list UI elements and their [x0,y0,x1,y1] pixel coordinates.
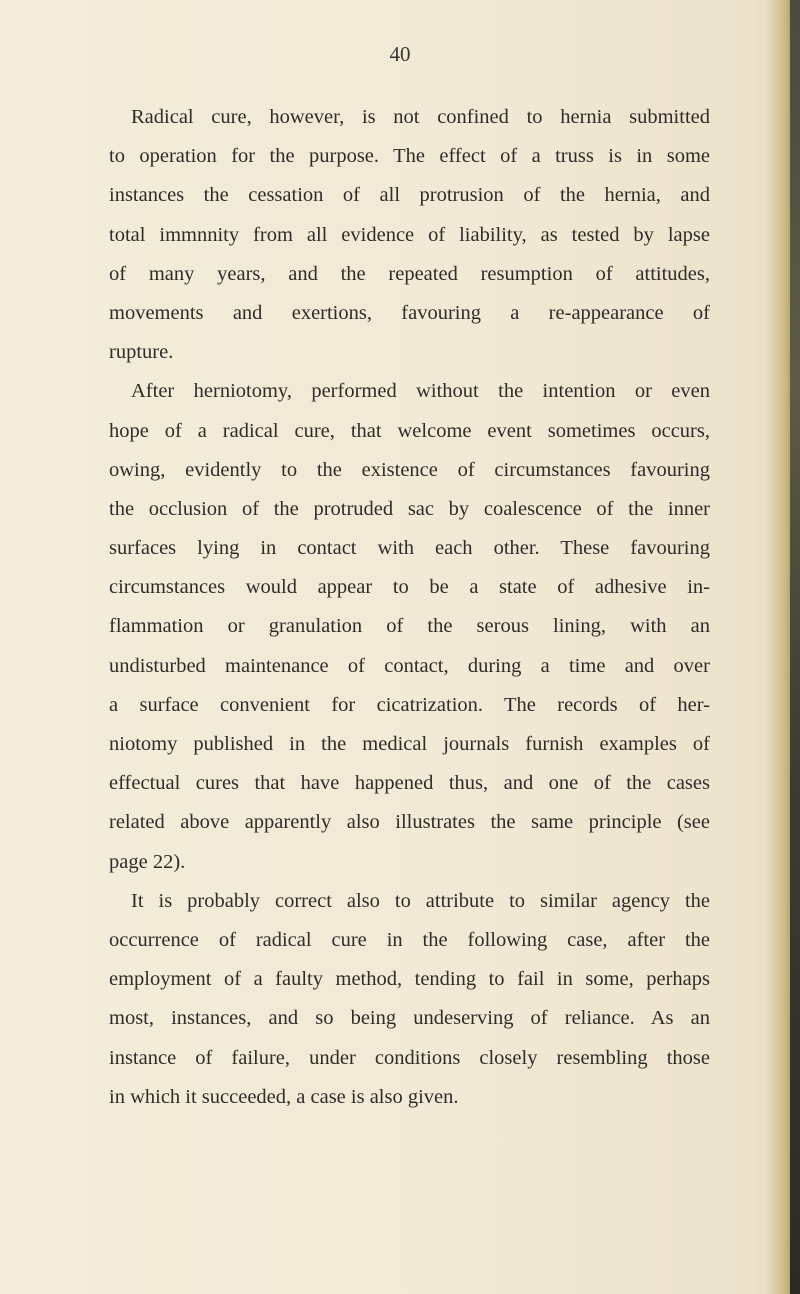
text-line: effectual cures that have happened thus, and one of the cases [109,772,710,795]
text-line: page 22). [109,850,186,873]
paragraph [109,372,710,881]
text-line: It is probably correct also to attribute to similar agency the [131,889,710,912]
text-line: niotomy published in the medical journals furnish examples of [109,733,710,755]
text-line: related above apparently also illustrates the same principle (see [109,811,710,834]
text-line: instances the cessation of all protrusion of the hernia, and [109,184,710,207]
text-line: occurrence of radical cure in the following case, after the [109,928,710,951]
text-line: employment of a faulty method, tending to fail in some, perhaps [109,968,710,991]
text-line: circumstances would appear to be a state of adhesive in- [109,576,710,599]
text-line: total immnnity from all evidence of liability, as tested by lapse [109,223,710,246]
text-line: to operation for the purpose. The effect of a truss is in some [109,145,710,168]
paragraph [109,98,710,372]
page-number: 40 [389,42,411,66]
text-line: the occlusion of the protruded sac by coalescence of the inner [109,497,710,520]
text-line: surfaces lying in contact with each other. These favouring [109,537,710,560]
text-line: of many years, and the repeated resumption of attitudes, [109,262,710,285]
text-line: flammation or granulation of the serous lining, with an [109,615,710,638]
text-line: instance of failure, under conditions closely resembling those [109,1046,710,1069]
text-line: After herniotomy, performed without the intention or even [131,380,710,403]
text-line: a surface convenient for cicatrization. The records of her- [109,693,710,716]
body-text [109,98,710,1117]
text-line: Radical cure, however, is not confined to hernia submitted [131,106,710,128]
text-line: movements and exertions, favouring a re-appearance of [109,301,710,324]
binding-edge [790,0,800,1294]
text-line: undisturbed maintenance of contact, during a time and over [109,654,710,677]
text-line: hope of a radical cure, that welcome event sometimes occurs, [109,419,710,442]
text-line: owing, evidently to the existence of circumstances favouring [109,458,710,481]
text-line: rupture. [109,341,174,364]
text-line: most, instances, and so being undeserving of reliance. As an [109,1007,710,1030]
text-line: in which it succeeded, a case is also given. [109,1085,459,1108]
paragraph [109,882,710,1117]
